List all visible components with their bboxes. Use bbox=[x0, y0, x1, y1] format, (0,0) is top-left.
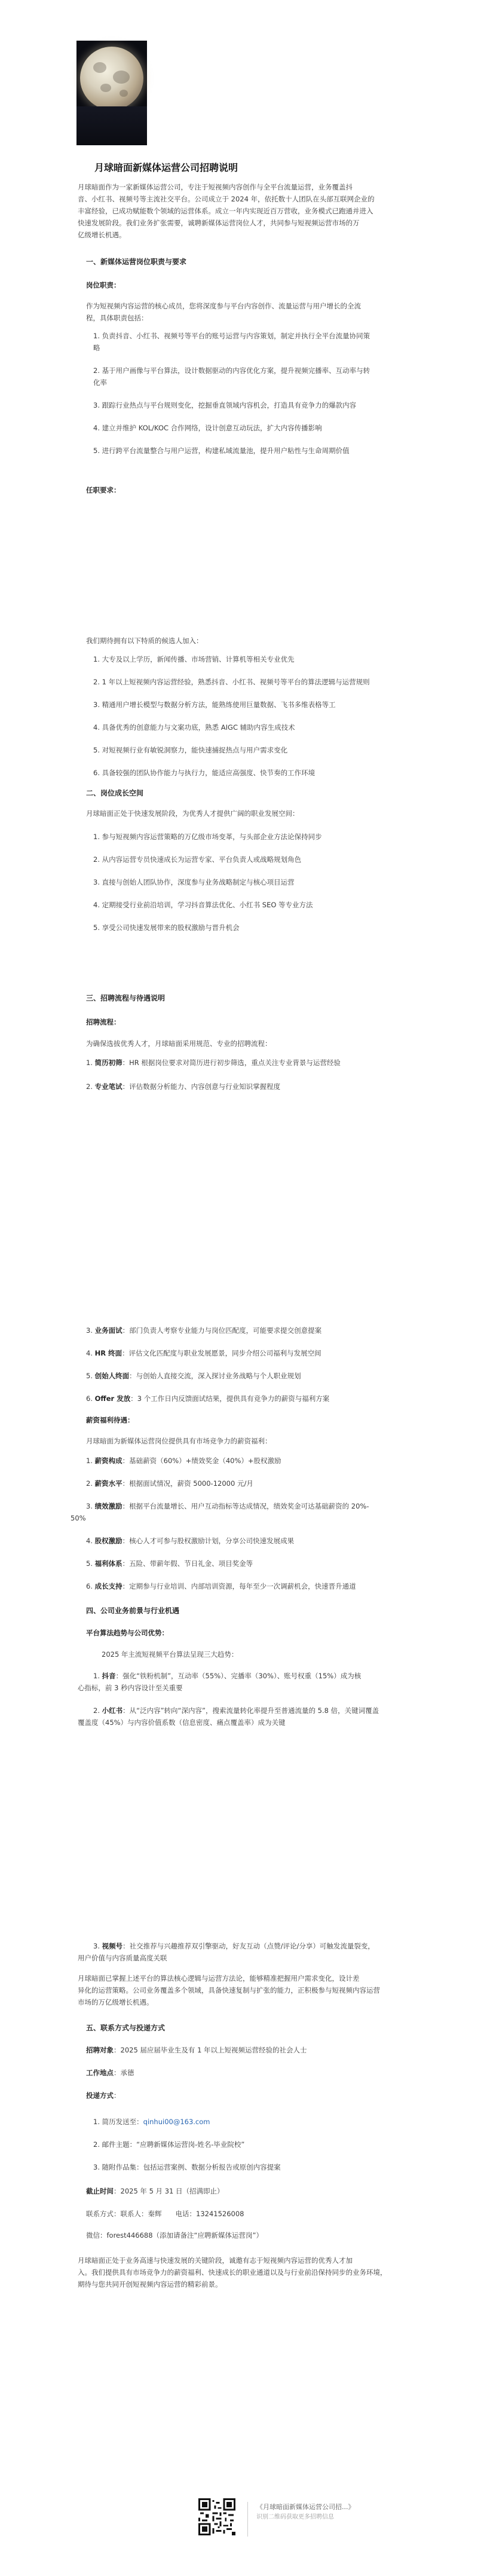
contact-location bbox=[86, 2067, 412, 2079]
item-number: 2. bbox=[93, 1706, 100, 1715]
list-item: 5. 享受公司快速发展带来的股权激励与晋升机会 bbox=[93, 923, 240, 932]
step-name: 创始人终面 bbox=[94, 1372, 130, 1380]
moon-cover-image bbox=[76, 41, 147, 145]
item-number: 4. bbox=[86, 1537, 93, 1545]
duty-list bbox=[93, 330, 410, 457]
process-step bbox=[86, 1324, 412, 1336]
footer-share-box bbox=[247, 2502, 376, 2537]
list-item: 5. 进行跨平台流量整合与用户运营，构建私域流量池，提升用户粘性与生命周期价值 bbox=[93, 446, 350, 455]
closing-line: 月球暗面正处于业务高速与快速发展的关键阶段，诚邀有志于短视频内容运营的优秀人才加 bbox=[78, 2256, 353, 2265]
item-text: ：定期参与行业培训、内部培训资源，每年至少一次调薪机会，快速晋升通道 bbox=[122, 1582, 356, 1590]
salary-item bbox=[86, 1455, 412, 1467]
trend-item-continued: 用户价值与内容质量高度关联 bbox=[78, 1954, 167, 1962]
list-item: 4. 具备优秀的创意能力与文案功底，熟悉 AIGC 辅助内容生成技术 bbox=[93, 723, 295, 732]
duty-intro-line: 程，具体职责包括： bbox=[86, 314, 148, 322]
process-step bbox=[86, 1347, 412, 1359]
item-number: 3. bbox=[93, 1942, 100, 1950]
contact-apply-method bbox=[86, 2089, 412, 2101]
list-item: 2. 基于用户画像与平台算法，设计数据驱动的内容优化方案，提升视频完播率、互动率与转 bbox=[93, 366, 370, 375]
step-number: 3. bbox=[93, 2163, 100, 2171]
process-step bbox=[86, 1057, 412, 1069]
requirement-intro: 我们期待拥有以下特质的候选人加入： bbox=[86, 637, 203, 645]
item-number: 2. bbox=[86, 1479, 93, 1488]
section-heading-5: 五、联系方式与投递方式 bbox=[86, 2024, 166, 2032]
process-intro: 为确保选拔优秀人才，月球暗面采用规范、专业的招聘流程： bbox=[86, 1039, 272, 1048]
footer-article-title: 《月球暗面新媒体运营公司招...》 bbox=[256, 2503, 355, 2511]
page-title: 月球暗面新媒体运营公司招聘说明 bbox=[94, 162, 238, 173]
step-number: 3. bbox=[86, 1326, 93, 1335]
section-heading-3: 三、招聘流程与待遇说明 bbox=[86, 994, 166, 1002]
salary-item bbox=[86, 1535, 412, 1547]
list-item: 1. 负责抖音、小红书、视频号等平台的账号运营与内容策划，制定并执行全平台流量协同策 bbox=[93, 332, 370, 340]
trend-outro bbox=[78, 1972, 412, 2008]
step-text: ：与创始人直接交流，深入探讨业务战略与个人职业规划 bbox=[129, 1372, 301, 1380]
step-number: 2. bbox=[93, 2140, 100, 2149]
trend-item-continued: 心指标，前 3 秒内容设计至关重要 bbox=[78, 1684, 183, 1692]
section-heading-2: 二、岗位成长空间 bbox=[86, 789, 144, 797]
item-text: ：社交推荐与兴趣推荐双引擎驱动，好友互动（点赞/评论/分享）可触发流量裂变， bbox=[122, 1942, 375, 1950]
trend-outro-line: 月球暗面已掌握上述平台的算法核心逻辑与运营方法论，能够精准把握用户需求变化，设计差 bbox=[78, 1974, 360, 1983]
step-text: ：3 个工作日内反馈面试结果，提供具有竞争力的薪资与福利方案 bbox=[130, 1394, 330, 1403]
intro-line: 音、小红书、视频号等主流社交平台。公司成立于 2024 年，依托数十人团队在头部互联网企业的 bbox=[78, 195, 375, 203]
step-number: 2. bbox=[86, 1082, 93, 1091]
closing-line: 入。我们提供具有市场竞争力的薪资福利、快速成长的职业通道以及与行业前沿保持同步的业务环境， bbox=[78, 2268, 387, 2277]
email-link[interactable]: qinhui00@163.com bbox=[143, 2118, 210, 2126]
step-name: 专业笔试 bbox=[94, 1082, 122, 1091]
list-item: 5. 对短视频行业有敏锐洞察力，能快速捕捉热点与用户需求变化 bbox=[93, 746, 288, 754]
intro-line: 月球暗面作为一家新媒体运营公司，专注于短视频内容创作与全平台流量运营，业务覆盖抖 bbox=[78, 183, 353, 191]
salary-heading: 薪资福利待遇： bbox=[86, 1416, 134, 1424]
apply-step bbox=[93, 2161, 410, 2173]
trend-item bbox=[93, 1670, 416, 1682]
step-text: ：评估数据分析能力、内容创意与行业知识掌握程度 bbox=[122, 1082, 281, 1091]
step-text: ：评估文化匹配度与职业发展愿景，同步介绍公司福利与发展空间 bbox=[122, 1349, 321, 1357]
item-text: ：强化“铁粉机制”，互动率（55%）、完播率（30%）、账号权重（15%）成为核 bbox=[115, 1672, 362, 1680]
step-number: 5. bbox=[86, 1372, 93, 1380]
item-text: ：核心人才可参与股权激励计划，分享公司快速发展成果 bbox=[122, 1537, 295, 1545]
step-name: 业务面试 bbox=[94, 1326, 122, 1335]
step-name: HR 终面 bbox=[94, 1349, 122, 1357]
list-item: 略 bbox=[93, 344, 100, 352]
closing-line: 期待与您共同开创短视频内容运营的精彩前景。 bbox=[78, 2280, 222, 2289]
step-text: 随附作品集：包括运营案例、数据分析报告或原创内容提案 bbox=[102, 2163, 281, 2171]
item-number: 1. bbox=[86, 1457, 93, 1465]
intro-paragraph bbox=[78, 181, 412, 241]
growth-list bbox=[93, 831, 410, 934]
duty-intro bbox=[86, 300, 409, 324]
contact-text: ：2025 届应届毕业生及有 1 年以上短视频运营经验的社会人士 bbox=[114, 2046, 307, 2054]
list-item: 4. 建立并维护 KOL/KOC 合作网络，设计创意互动玩法，扩大内容传播影响 bbox=[93, 424, 322, 432]
step-number: 6. bbox=[86, 1394, 93, 1403]
list-item: 化率 bbox=[93, 378, 107, 387]
trend-item bbox=[93, 1705, 416, 1717]
step-text: ：部门负责人考察专业能力与岗位匹配度，可能要求提交创意提案 bbox=[122, 1326, 322, 1335]
contact-target bbox=[86, 2044, 412, 2056]
duty-intro-line: 作为短视频内容运营的核心成员，您将深度参与平台内容创作、流量运营与用户增长的全流 bbox=[86, 302, 361, 310]
duty-heading: 岗位职责： bbox=[86, 281, 121, 289]
apply-step bbox=[93, 2116, 410, 2128]
trend-intro: 2025 年主流短视频平台算法呈现三大趋势： bbox=[102, 1650, 238, 1659]
item-name: 薪资水平 bbox=[94, 1479, 122, 1488]
step-text: ：HR 根据岗位要求对简历进行初步筛选，重点关注专业背景与运营经验 bbox=[122, 1058, 341, 1067]
contact-label: 投递方式 bbox=[86, 2091, 114, 2100]
item-name: 福利体系 bbox=[94, 1559, 122, 1568]
item-name: 绩效激励 bbox=[94, 1502, 122, 1510]
step-number: 1. bbox=[93, 2118, 100, 2126]
list-item: 1. 参与短视频内容运营策略的万亿级市场变革，与头部企业方法论保持同步 bbox=[93, 833, 322, 841]
trend-outro-line: 异化的运营策略。公司业务覆盖多个领域，具备快速复制与扩张的能力，正积极参与短视频内容运营 bbox=[78, 1986, 380, 1994]
step-name: 简历初筛 bbox=[94, 1058, 122, 1067]
item-number: 1. bbox=[93, 1672, 100, 1680]
section-heading-1: 一、新媒体运营岗位职责与要求 bbox=[86, 258, 187, 266]
list-item: 6. 具备较强的团队协作能力与执行力，能适应高强度、快节奏的工作环境 bbox=[93, 769, 316, 777]
requirement-list bbox=[93, 653, 410, 779]
item-name: 小红书 bbox=[102, 1706, 123, 1715]
growth-intro: 月球暗面正处于快速发展阶段，为优秀人才提供广阔的职业发展空间： bbox=[86, 809, 299, 818]
closing-paragraph bbox=[78, 2254, 412, 2290]
step-name: Offer 发放 bbox=[94, 1394, 131, 1403]
salary-item bbox=[86, 1500, 412, 1512]
contact-text: ：承德 bbox=[114, 2069, 134, 2077]
process-step bbox=[86, 1370, 412, 1382]
item-number: 6. bbox=[86, 1582, 93, 1590]
salary-item bbox=[86, 1580, 412, 1592]
item-text: ：根据面试情况，薪资 5000-12000 元/月 bbox=[122, 1479, 253, 1488]
section-heading-4: 四、公司业务前景与行业机遇 bbox=[86, 1607, 180, 1615]
contact-label: 工作地点 bbox=[86, 2069, 114, 2077]
item-name: 股权激励 bbox=[94, 1537, 122, 1545]
moon-icon bbox=[80, 47, 143, 110]
item-text: ：基础薪资（60%）+绩效奖金（40%）+股权激励 bbox=[122, 1457, 281, 1465]
requirement-heading: 任职要求： bbox=[86, 486, 121, 494]
salary-intro: 月球暗面为新媒体运营岗位提供具有市场竞争力的薪资福利： bbox=[86, 1437, 272, 1445]
item-name: 薪资构成 bbox=[94, 1457, 122, 1465]
step-number: 1. bbox=[86, 1058, 93, 1067]
item-text: ：根据平台流量增长、用户互动指标等达成情况，绩效奖金可达基础薪资的 20%- bbox=[122, 1502, 369, 1510]
intro-line: 快速发展阶段。我们业务扩张需要，诚聘新媒体运营岗位人才，共同参与短视频运营市场的万 bbox=[78, 219, 360, 227]
list-item: 2. 从内容运营专员快速成长为运营专家、平台负责人或战略规划角色 bbox=[93, 855, 302, 864]
item-number: 5. bbox=[86, 1559, 93, 1568]
process-heading: 招聘流程： bbox=[86, 1018, 121, 1026]
list-item: 2. 1 年以上短视频内容运营经验，熟悉抖音、小红书、视频号等平台的算法逻辑与运营规则 bbox=[93, 678, 370, 686]
process-step bbox=[86, 1393, 412, 1405]
process-step bbox=[86, 1081, 412, 1093]
item-name: 视频号 bbox=[102, 1942, 123, 1950]
intro-line: 丰富经验，已成功赋能数个领域的运营体系。成立一年内实现近百万营收，业务模式已跑通并进入 bbox=[78, 207, 373, 215]
item-name: 抖音 bbox=[102, 1672, 116, 1680]
list-item: 4. 定期接受行业前沿培训，学习抖音算法优化、小红书 SEO 等专业方法 bbox=[93, 901, 313, 909]
trend-item bbox=[93, 1940, 416, 1952]
step-number: 4. bbox=[86, 1349, 93, 1357]
list-item: 3. 跟踪行业热点与平台规则变化，挖掘垂直领域内容机会，打造具有竞争力的爆款内容 bbox=[93, 401, 357, 409]
qr-code-icon[interactable] bbox=[198, 2498, 235, 2535]
item-text: ：五险、带薪年假、节日礼金、项目奖金等 bbox=[122, 1559, 253, 1568]
deadline-label: 截止时间 bbox=[86, 2187, 114, 2195]
list-item: 3. 精通用户增长模型与数据分析方法，能熟练使用巨量数据、飞书多维表格等工 bbox=[93, 700, 336, 709]
step-text: 简历发送至： bbox=[102, 2118, 143, 2126]
list-item: 3. 直接与创始人团队协作，深度参与业务战略制定与核心项目运营 bbox=[93, 878, 295, 886]
trend-outro-line: 市场的万亿级增长机遇。 bbox=[78, 1998, 154, 2006]
item-number: 3. bbox=[86, 1502, 93, 1510]
contact-label: 招聘对象 bbox=[86, 2046, 114, 2054]
list-item: 1. 大专及以上学历，新闻传播、市场营销、计算机等相关专业优先 bbox=[93, 655, 295, 663]
deadline-text: ：2025 年 5 月 31 日（招满即止） bbox=[114, 2187, 224, 2195]
salary-item bbox=[86, 1477, 412, 1489]
trend-item-continued: 覆盖度（45%）与内容价值系数（信息密度、痛点覆盖率）成为关键 bbox=[78, 1718, 286, 1727]
contact-text: ： bbox=[114, 2091, 121, 2100]
contact-line: 联系方式：联系人：秦辉 电话：13241526008 bbox=[86, 2210, 244, 2218]
apply-step bbox=[93, 2138, 410, 2150]
item-text: ：从“泛内容”转向“深内容”，搜索流量转化率提升至普通流量的 5.8 倍，关键词覆盖 bbox=[122, 1706, 379, 1715]
item-name: 成长支持 bbox=[94, 1582, 122, 1590]
deadline bbox=[86, 2185, 412, 2197]
trend-heading: 平台算法趋势与公司优势： bbox=[86, 1629, 169, 1637]
wechat-line: 微信：forest446688（添加请备注“应聘新媒体运营岗”） bbox=[86, 2231, 263, 2240]
salary-item-continued: 50% bbox=[71, 1514, 86, 1522]
step-text: 邮件主题：“应聘新媒体运营岗-姓名-毕业院校” bbox=[102, 2140, 245, 2149]
footer-hint: 识别二维码获取更多招聘信息 bbox=[256, 2514, 334, 2520]
intro-line: 亿级增长机遇。 bbox=[78, 231, 126, 239]
salary-item bbox=[86, 1558, 412, 1570]
